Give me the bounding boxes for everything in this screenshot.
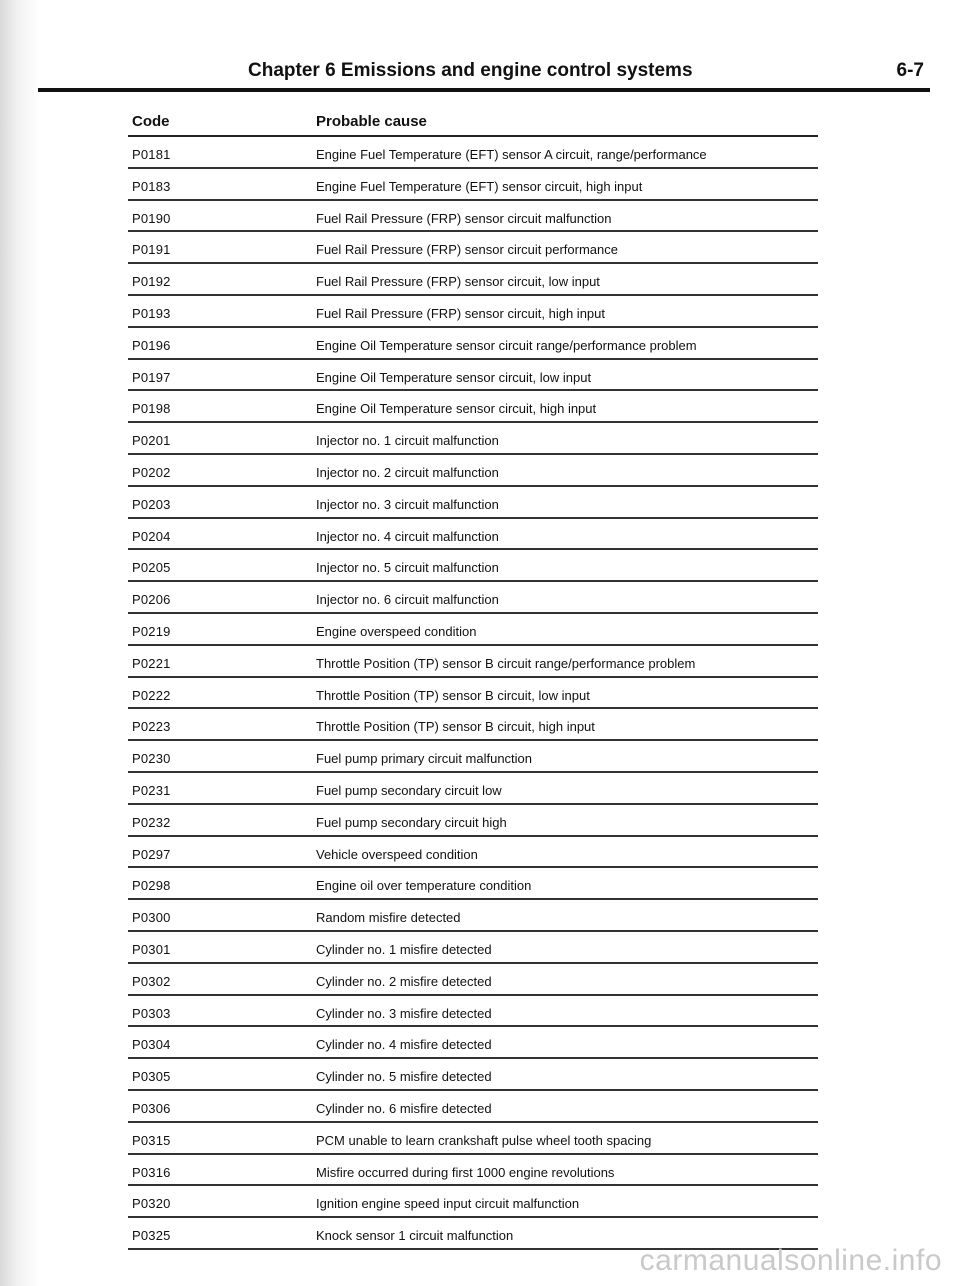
probable-cause: Cylinder no. 5 misfire detected	[316, 1069, 492, 1085]
table-row	[128, 232, 818, 264]
dtc-code: P0230	[132, 751, 171, 767]
table-row	[128, 550, 818, 582]
table-row	[128, 900, 818, 932]
table-row	[128, 932, 818, 964]
dtc-code: P0316	[132, 1164, 171, 1180]
dtc-code: P0231	[132, 782, 171, 798]
probable-cause: Throttle Position (TP) sensor B circuit, high input	[316, 719, 595, 735]
page-number: 6-7	[896, 60, 924, 81]
probable-cause: Fuel pump secondary circuit low	[316, 782, 502, 798]
table-row	[128, 264, 818, 296]
dtc-code: P0202	[132, 464, 171, 480]
watermark: carmanualsonline.info	[639, 1244, 942, 1277]
dtc-code: P0297	[132, 846, 171, 862]
dtc-code: P0197	[132, 369, 171, 385]
dtc-code: P0301	[132, 941, 171, 957]
probable-cause: Engine Oil Temperature sensor circuit range/performance problem	[316, 337, 697, 353]
table-row	[128, 964, 818, 996]
probable-cause: Cylinder no. 4 misfire detected	[316, 1037, 492, 1053]
table-row	[128, 1091, 818, 1123]
table-row	[128, 1155, 818, 1187]
probable-cause: Throttle Position (TP) sensor B circuit range/performance problem	[316, 655, 696, 671]
table-row	[128, 519, 818, 551]
probable-cause: Injector no. 2 circuit malfunction	[316, 464, 499, 480]
probable-cause: Injector no. 1 circuit malfunction	[316, 433, 499, 449]
dtc-code: P0203	[132, 496, 171, 512]
probable-cause: Injector no. 6 circuit malfunction	[316, 592, 499, 608]
probable-cause: Vehicle overspeed condition	[316, 846, 478, 862]
table-row	[128, 646, 818, 678]
dtc-code: P0305	[132, 1069, 171, 1085]
table-row	[128, 837, 818, 869]
table-row	[128, 1027, 818, 1059]
probable-cause: Knock sensor 1 circuit malfunction	[316, 1228, 514, 1244]
dtc-code: P0205	[132, 560, 171, 576]
probable-cause: Cylinder no. 6 misfire detected	[316, 1100, 492, 1116]
page-header	[38, 60, 930, 88]
dtc-code: P0223	[132, 719, 171, 735]
dtc-code: P0315	[132, 1132, 171, 1148]
table-row	[128, 678, 818, 710]
table-row	[128, 614, 818, 646]
table-row	[128, 391, 818, 423]
table-row	[128, 1123, 818, 1155]
table-row	[128, 487, 818, 519]
dtc-code: P0302	[132, 973, 171, 989]
dtc-code: P0204	[132, 528, 171, 544]
probable-cause: Injector no. 4 circuit malfunction	[316, 528, 499, 544]
dtc-code: P0190	[132, 210, 171, 226]
dtc-code: P0320	[132, 1196, 171, 1212]
table-row	[128, 360, 818, 392]
dtc-code: P0222	[132, 687, 171, 703]
probable-cause: Injector no. 5 circuit malfunction	[316, 560, 499, 576]
probable-cause: Engine oil over temperature condition	[316, 878, 532, 894]
probable-cause: Fuel Rail Pressure (FRP) sensor circuit, high input	[316, 305, 605, 321]
dtc-code: P0303	[132, 1005, 171, 1021]
dtc-table-body	[128, 137, 818, 1250]
dtc-code: P0306	[132, 1100, 171, 1116]
dtc-code: P0196	[132, 337, 171, 353]
probable-cause: Misfire occurred during first 1000 engine revolutions	[316, 1164, 615, 1180]
probable-cause: Fuel pump secondary circuit high	[316, 814, 507, 830]
chapter-title: Chapter 6 Emissions and engine control systems	[248, 60, 693, 81]
dtc-code: P0300	[132, 910, 171, 926]
probable-cause: Engine Fuel Temperature (EFT) sensor circuit, high input	[316, 178, 643, 194]
probable-cause: Engine Oil Temperature sensor circuit, high input	[316, 401, 597, 417]
dtc-code: P0192	[132, 274, 171, 290]
probable-cause: Throttle Position (TP) sensor B circuit, low input	[316, 687, 590, 703]
probable-cause: Engine Fuel Temperature (EFT) sensor A circuit, range/performance	[316, 147, 707, 162]
table-row	[128, 805, 818, 837]
dtc-code: P0193	[132, 305, 171, 321]
table-row	[128, 455, 818, 487]
dtc-code: P0325	[132, 1228, 171, 1244]
probable-cause: Cylinder no. 2 misfire detected	[316, 973, 492, 989]
table-row	[128, 296, 818, 328]
probable-cause: Cylinder no. 3 misfire detected	[316, 1005, 492, 1021]
table-row	[128, 582, 818, 614]
probable-cause: Engine Oil Temperature sensor circuit, low input	[316, 369, 592, 385]
dtc-code: P0191	[132, 242, 171, 258]
dtc-code: P0181	[132, 147, 171, 162]
dtc-code: P0221	[132, 655, 171, 671]
dtc-code: P0201	[132, 433, 171, 449]
table-row	[128, 423, 818, 455]
dtc-code: P0304	[132, 1037, 171, 1053]
probable-cause: Cylinder no. 1 misfire detected	[316, 941, 492, 957]
table-row	[128, 1059, 818, 1091]
column-header-code: Code	[132, 113, 170, 130]
table-row	[128, 328, 818, 360]
column-header-probable-cause: Probable cause	[316, 113, 427, 130]
dtc-code: P0232	[132, 814, 171, 830]
dtc-code: P0219	[132, 623, 171, 639]
table-row	[128, 137, 818, 169]
dtc-code: P0206	[132, 592, 171, 608]
table-row	[128, 1186, 818, 1218]
header-rule	[38, 88, 930, 92]
table-row	[128, 773, 818, 805]
dtc-code: P0298	[132, 878, 171, 894]
table-row	[128, 169, 818, 201]
probable-cause: Random misfire detected	[316, 910, 461, 926]
probable-cause: Engine overspeed condition	[316, 623, 477, 639]
probable-cause: Injector no. 3 circuit malfunction	[316, 496, 499, 512]
probable-cause: Fuel Rail Pressure (FRP) sensor circuit, low input	[316, 274, 600, 290]
probable-cause: Ignition engine speed input circuit malfunction	[316, 1196, 580, 1212]
table-row	[128, 741, 818, 773]
probable-cause: Fuel Rail Pressure (FRP) sensor circuit performance	[316, 242, 618, 258]
table-row	[128, 201, 818, 233]
probable-cause: PCM unable to learn crankshaft pulse wheel tooth spacing	[316, 1132, 652, 1148]
probable-cause: Fuel Rail Pressure (FRP) sensor circuit malfunction	[316, 210, 612, 226]
dtc-code: P0183	[132, 178, 171, 194]
dtc-code: P0198	[132, 401, 171, 417]
probable-cause: Fuel pump primary circuit malfunction	[316, 751, 533, 767]
table-row	[128, 996, 818, 1028]
table-row	[128, 709, 818, 741]
table-row	[128, 868, 818, 900]
